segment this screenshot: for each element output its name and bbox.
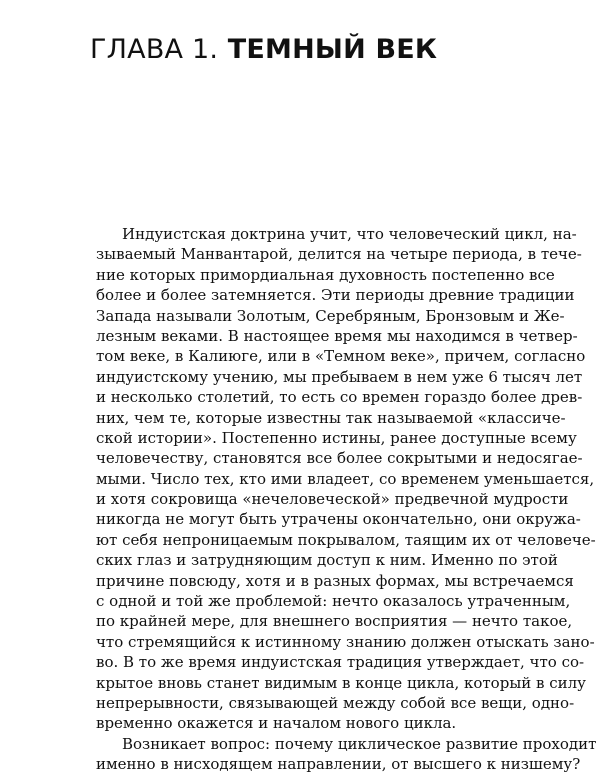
text-line: Запада называли Золотым, Серебряным, Бронзовым и Же- bbox=[96, 306, 565, 325]
text-line: Возникает вопрос: почему циклическое развитие проходит bbox=[122, 734, 597, 753]
text-line: непрерывности, связывающей между собой все вещи, одно- bbox=[96, 693, 575, 712]
text-line: причине повсюду, хотя и в разных формах, мы встречаемся bbox=[96, 571, 574, 590]
text-line: и хотя сокровища «нечеловеческой» предвечной мудрости bbox=[96, 490, 569, 509]
chapter-heading bbox=[90, 34, 437, 66]
text-line: никогда не могут быть утрачены окончательно, они окружа- bbox=[96, 510, 581, 529]
text-line: Индуистская доктрина учит, что человеческий цикл, на- bbox=[122, 225, 577, 243]
text-line: лезным веками. В настоящее время мы находимся в четвер- bbox=[96, 326, 578, 345]
paragraph-1 bbox=[96, 224, 596, 734]
text-line: них, чем те, которые известны так называемой «классиче- bbox=[96, 408, 566, 427]
text-line: что стремящийся к истинному знанию должен отыскать зано- bbox=[96, 632, 595, 651]
body-text bbox=[96, 224, 597, 775]
text-line: индуистскому учению, мы пребываем в нем уже 6 тысяч лет bbox=[96, 367, 583, 386]
text-line: по крайней мере, для внешнего восприятия — нечто такое, bbox=[96, 612, 573, 631]
text-line: человечеству, становятся все более сокрытыми и недосягае- bbox=[96, 449, 583, 468]
text-line: мыми. Число тех, кто ими владеет, со временем уменьшается, bbox=[96, 469, 595, 488]
text-line: ской истории». Постепенно истины, ранее доступные всему bbox=[96, 428, 577, 447]
chapter-label: ГЛАВА 1. bbox=[90, 34, 219, 65]
text-line: более и более затемняется. Эти периоды древние традиции bbox=[96, 286, 575, 305]
text-line: временно окажется и началом нового цикла. bbox=[96, 714, 457, 733]
text-line: зываемый Манвантарой, делится на четыре периода, в тече- bbox=[96, 245, 582, 264]
text-line: во. В то же время индуистская традиция утверждает, что со- bbox=[96, 653, 585, 672]
text-line: ских глаз и затрудняющим доступ к ним. Именно по этой bbox=[96, 551, 558, 570]
text-line: с одной и той же проблемой: нечто оказалось утраченным, bbox=[96, 592, 571, 611]
text-line: и несколько столетий, то есть со времен гораздо более древ- bbox=[96, 388, 583, 407]
text-line: именно в нисходящем направлении, от высшего к низшему? bbox=[96, 755, 581, 774]
text-line: ние которых примордиальная духовность постепенно все bbox=[96, 265, 555, 284]
chapter-title: ТЕМНЫЙ ВЕК bbox=[227, 34, 438, 65]
text-line: крытое вновь станет видимым в конце цикла, который в силу bbox=[96, 673, 586, 692]
text-line: том веке, в Калиюге, или в «Темном веке», причем, согласно bbox=[96, 347, 586, 366]
text-line: ют себя непроницаемым покрывалом, таящим их от человече- bbox=[96, 530, 596, 549]
paragraph-2 bbox=[96, 734, 597, 775]
